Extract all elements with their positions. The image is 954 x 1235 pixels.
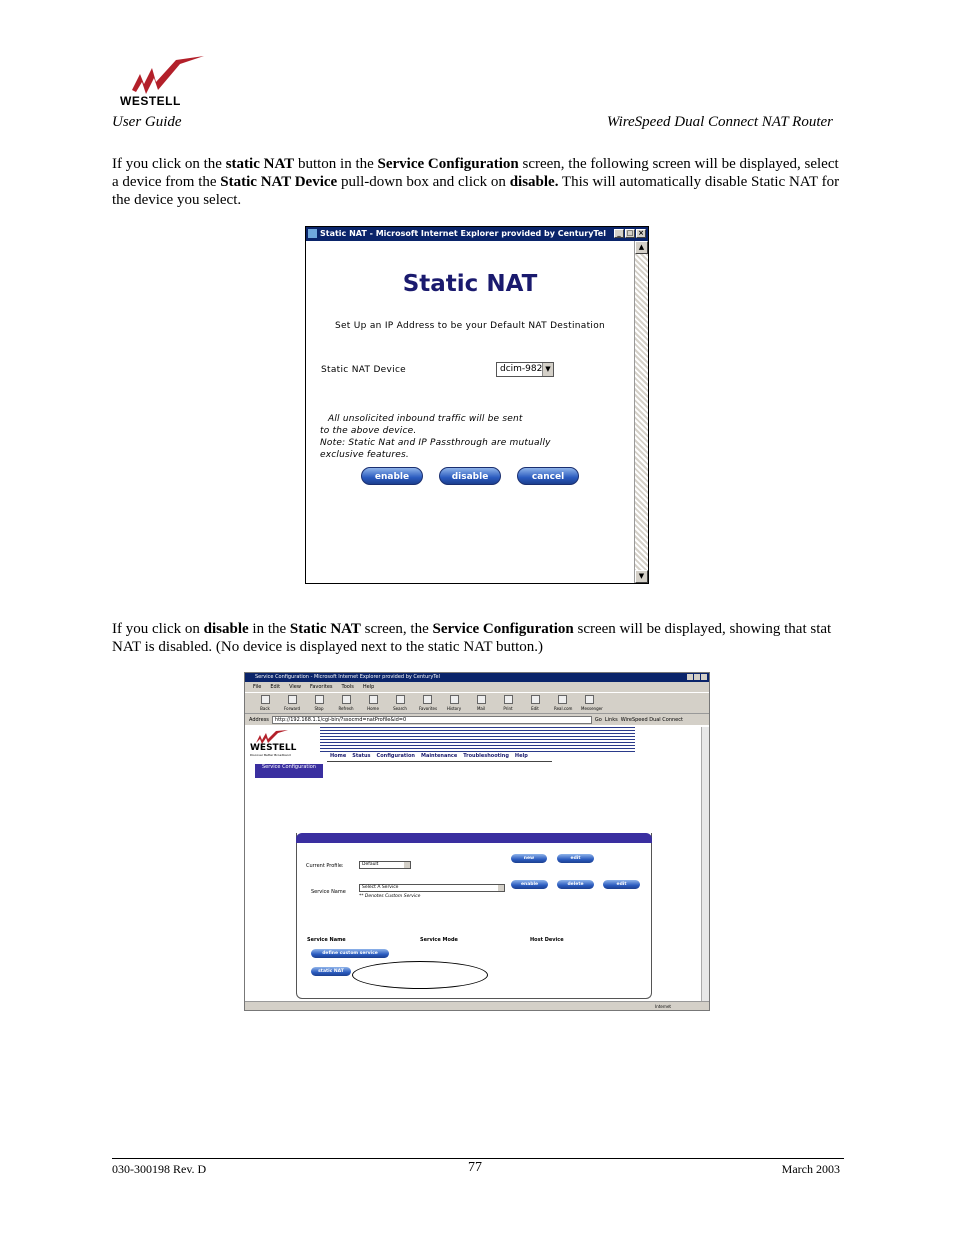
tool-history[interactable]: History (446, 695, 462, 713)
col-service-mode: Service Mode (420, 937, 458, 943)
tool-refresh[interactable]: Refresh (338, 695, 354, 713)
delete-button[interactable]: delete (557, 880, 594, 889)
tool-back[interactable]: Back (257, 695, 273, 713)
current-profile-label: Current Profile: (306, 863, 344, 869)
profile-select[interactable]: Default (359, 861, 411, 869)
address-bar (245, 713, 709, 725)
paragraph-2: If you click on disable in the Static NAT screen, the Service Configuration screen will be displayed, showing that stat NAT is disabled. (No device is displayed next to the static NAT button.) (112, 621, 832, 655)
window-titlebar: Static NAT - Microsoft Internet Explorer provided by CenturyTel _ □ × (306, 227, 648, 241)
status-bar (245, 1001, 709, 1010)
menu-file[interactable]: File (253, 684, 262, 690)
service-select[interactable]: Select A Service (359, 884, 505, 892)
footer-doc-number: 030-300198 Rev. D (112, 1162, 207, 1176)
tool-edit[interactable]: Edit (527, 695, 543, 713)
forward-icon (288, 695, 297, 704)
device-select[interactable] (496, 362, 554, 377)
refresh-icon (342, 695, 351, 704)
links-item[interactable]: WireSpeed Dual Connect (620, 716, 683, 723)
custom-service-note: ** Denotes Custom Service (359, 894, 421, 899)
history-icon (450, 695, 459, 704)
tagline: Discover Better Broadband (250, 753, 291, 757)
menu-bar (245, 682, 709, 692)
disable-button[interactable]: disable (439, 467, 501, 485)
menu-edit[interactable]: Edit (270, 684, 281, 690)
back-icon (261, 695, 270, 704)
page-body (245, 727, 701, 1001)
search-icon (396, 695, 405, 704)
edit-service-button[interactable]: edit (603, 880, 640, 889)
print-icon (504, 695, 513, 704)
col-service-name: Service Name (307, 937, 346, 943)
enable-button[interactable]: enable (361, 467, 423, 485)
brand-name: WESTELL (250, 743, 297, 753)
page-number: 77 (468, 1160, 482, 1175)
menu-tools[interactable]: Tools (341, 684, 354, 690)
scroll-up-icon[interactable]: ▲ (635, 241, 648, 254)
page-title: Static NAT (402, 271, 538, 297)
new-button[interactable]: new (511, 854, 547, 863)
chevron-down-icon (498, 885, 504, 891)
maximize-icon[interactable] (694, 674, 700, 680)
nav-configuration[interactable]: Configuration (376, 753, 415, 759)
paragraph-1: If you click on the static NAT button in the Service Configuration screen, the following screen will be displayed, select a device from the Static NAT Device pull-down box and click on disable. This will automatically disable Static NAT for the device you select. (112, 156, 840, 208)
go-button[interactable]: Go (594, 716, 602, 723)
mail-icon (477, 695, 486, 704)
window-titlebar: Service Configuration - Microsoft Internet Explorer provided by CenturyTel (245, 673, 709, 682)
service-config-window (244, 672, 710, 1011)
tool-forward[interactable]: Forward (284, 695, 300, 713)
minimize-icon[interactable] (687, 674, 693, 680)
tool-print[interactable]: Print (500, 695, 516, 713)
address-input[interactable]: http://192.168.1.1/cgi-bin/?ssocmd=natProfile&id=0 (272, 716, 592, 724)
close-icon[interactable] (701, 674, 707, 680)
chevron-down-icon[interactable]: ▼ (542, 363, 553, 376)
static-nat-button[interactable]: static NAT (311, 967, 351, 976)
maximize-icon[interactable]: □ (626, 229, 634, 237)
service-name-label: Service Name (311, 889, 346, 895)
highlight-oval (352, 961, 488, 989)
menu-favorites[interactable]: Favorites (309, 684, 333, 690)
panel-header-bar (296, 833, 652, 843)
menu-help[interactable]: Help (362, 684, 375, 690)
tool-messenger[interactable]: Messenger (581, 695, 597, 713)
static-nat-window (305, 226, 649, 584)
nav-maintenance[interactable]: Maintenance (420, 753, 458, 759)
nav-troubleshooting[interactable]: Troubleshooting (463, 753, 509, 759)
header-stripes (320, 727, 635, 753)
vertical-scrollbar[interactable] (701, 727, 709, 1001)
nav-home[interactable]: Home (330, 753, 347, 759)
tool-mail[interactable]: Mail (473, 695, 489, 713)
tool-stop[interactable]: Stop (311, 695, 327, 713)
note-text: All unsolicited inbound traffic will be sent to the above device. Note: Static Nat and IP Passthrough are mutually exclusive features. (320, 414, 551, 460)
edit-icon (531, 695, 540, 704)
chevron-down-icon (404, 862, 410, 868)
tool-search[interactable]: Search (392, 695, 408, 713)
stop-icon (315, 695, 324, 704)
address-label: Address (249, 716, 269, 723)
scroll-down-icon[interactable]: ▼ (635, 570, 648, 583)
header-left: User Guide (112, 114, 182, 130)
footer-rule (112, 1158, 844, 1159)
brand-name: WESTELL (120, 94, 181, 108)
top-nav (330, 753, 528, 759)
device-select-value: dcim-982 (500, 364, 543, 374)
edit-profile-button[interactable]: edit (557, 854, 594, 863)
tool-realcom[interactable]: Real.com (554, 695, 570, 713)
tool-home[interactable]: Home (365, 695, 381, 713)
sidebar-item-service-configuration[interactable]: Service Configuration (255, 764, 323, 778)
links-label[interactable]: Links (604, 716, 618, 723)
tool-favorites[interactable]: Favorites (419, 695, 435, 713)
nav-divider (327, 761, 552, 762)
home-icon (369, 695, 378, 704)
enable-button[interactable]: enable (511, 880, 548, 889)
define-custom-service-button[interactable]: define custom service (311, 949, 389, 958)
header-right: WireSpeed Dual Connect NAT Router (606, 114, 833, 130)
nav-status[interactable]: Status (352, 753, 371, 759)
favorites-icon (423, 695, 432, 704)
nav-help[interactable]: Help (514, 753, 528, 759)
footer-date: March 2003 (781, 1162, 840, 1176)
vertical-scrollbar[interactable] (634, 241, 648, 583)
ie-icon (308, 229, 317, 238)
menu-view[interactable]: View (289, 684, 301, 690)
cancel-button[interactable]: cancel (517, 467, 579, 485)
col-host-device: Host Device (530, 937, 564, 943)
messenger-icon (585, 695, 594, 704)
realcom-icon (558, 695, 567, 704)
toolbar (245, 692, 709, 713)
device-label: Static NAT Device (321, 365, 407, 375)
minimize-icon[interactable]: _ (614, 229, 624, 238)
page-subtitle: Set Up an IP Address to be your Default NAT Destination (334, 321, 606, 331)
close-icon[interactable]: × (636, 229, 646, 238)
status-zone: Internet (655, 1004, 671, 1009)
